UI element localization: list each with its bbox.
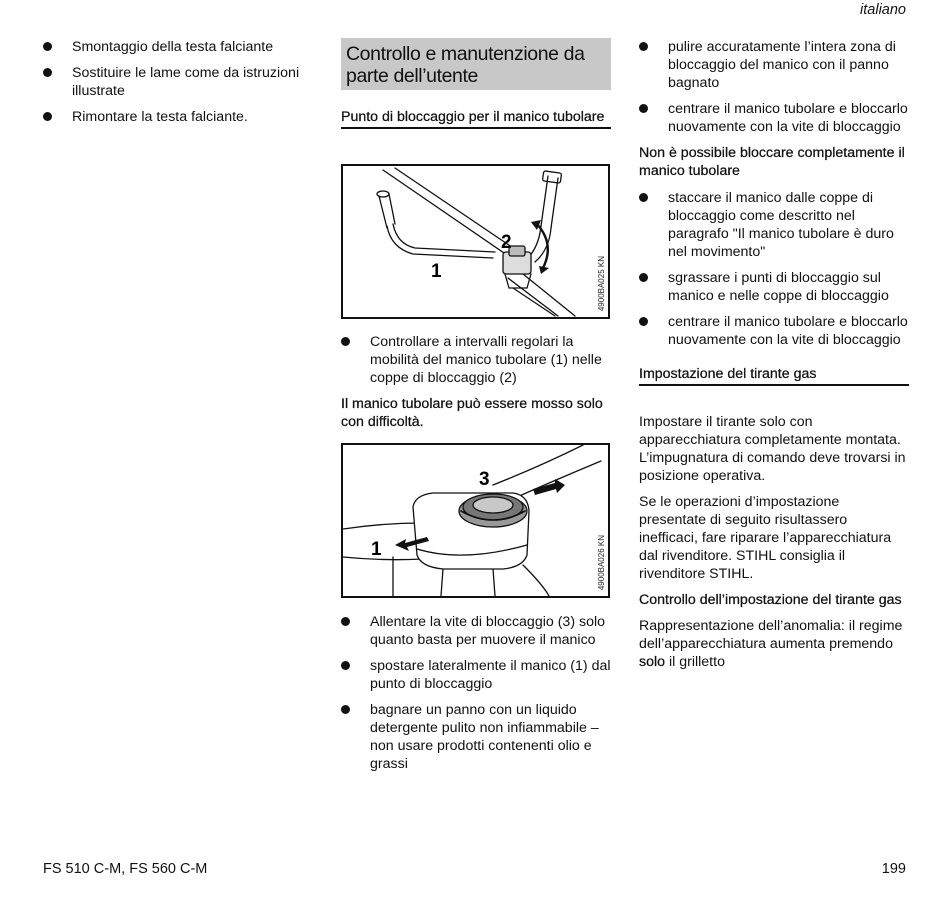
figure-code: 4900BA025 KN: [597, 255, 606, 311]
list-item: Allentare la vite di bloccaggio (3) solo quanto basta per muovere il manico: [341, 613, 611, 649]
paragraph: Impostare il tirante solo con apparecchiatura completamente montata. L’impugnatura di comando deve trovarsi in posizione operativa.: [639, 414, 906, 484]
handle-clamp-illustration: [343, 166, 608, 317]
figure-callout-1: 1: [371, 539, 382, 560]
list-item: bagnare un panno con un liquido detergente pulito non infiammabile – non usare prodotti contenenti olio e grassi: [341, 701, 611, 773]
paragraph: [639, 617, 909, 671]
list-item: Smontaggio della testa falciante: [43, 38, 323, 56]
figure-clamp-screw: [341, 443, 610, 598]
figure-callout-3: 3: [479, 469, 490, 490]
bullet-list: [341, 333, 611, 387]
subsection-heading: Punto di bloccaggio per il manico tubolare: [341, 108, 611, 129]
bold-paragraph: Il manico tubolare può essere mosso solo con difficoltà.: [341, 396, 603, 430]
bullet-list: [639, 189, 909, 349]
list-item: Controllare a intervalli regolari la mobilità del manico tubolare (1) nelle coppe di bloccaggio (2): [341, 333, 611, 387]
list-item: centrare il manico tubolare e bloccarlo nuovamente con la vite di bloccaggio: [639, 313, 909, 349]
bullet-list: [639, 38, 909, 136]
footer-model: FS 510 C-M, FS 560 C-M: [43, 861, 208, 877]
column-middle: [341, 38, 611, 781]
section-title: Controllo e manutenzione da parte dell’utente: [341, 38, 611, 90]
list-item: sgrassare i punti di bloccaggio sul manico e nelle coppe di bloccaggio: [639, 269, 909, 305]
paragraph-text: Rappresentazione dell’anomalia: il regime dell’apparecchiatura aumenta premendo: [639, 618, 903, 652]
paragraph-text: il grilletto: [665, 654, 725, 670]
list-item: staccare il manico dalle coppe di bloccaggio come descritto nel paragrafo "Il manico tubolare è duro nel movimento": [639, 189, 909, 261]
list-item: Rimontare la testa falciante.: [43, 108, 323, 126]
bullet-list: [341, 613, 611, 773]
figure-handle-clamp: [341, 164, 610, 319]
column-left: [43, 38, 323, 134]
paragraph: Se le operazioni d’impostazione presentate di seguito risultassero inefficaci, fare riparare l’apparecchiatura dal rivenditore. STIHL consiglia il rivenditore STIHL.: [639, 494, 892, 582]
page-number: 199: [881, 861, 906, 877]
bold-paragraph: Controllo dell’impostazione del tirante gas: [639, 592, 902, 608]
clamp-screw-illustration: [343, 445, 608, 596]
column-right: [639, 38, 909, 679]
figure-callout-1: 1: [431, 261, 442, 282]
list-item: pulire accuratamente l’intera zona di bloccaggio del manico con il panno bagnato: [639, 38, 909, 92]
emphasis-text: solo: [639, 654, 666, 670]
figure-code: 4900BA026 KN: [597, 534, 606, 590]
figure-callout-2: 2: [501, 232, 512, 253]
list-item: centrare il manico tubolare e bloccarlo nuovamente con la vite di bloccaggio: [639, 100, 909, 136]
bold-paragraph: Non è possibile bloccare completamente il manico tubolare: [639, 145, 905, 179]
bullet-list: [43, 38, 323, 126]
list-item: spostare lateralmente il manico (1) dal punto di bloccaggio: [341, 657, 611, 693]
list-item: Sostituire le lame come da istruzioni illustrate: [43, 64, 323, 100]
subsection-heading: Impostazione del tirante gas: [639, 365, 909, 386]
page-language: italiano: [860, 2, 906, 18]
